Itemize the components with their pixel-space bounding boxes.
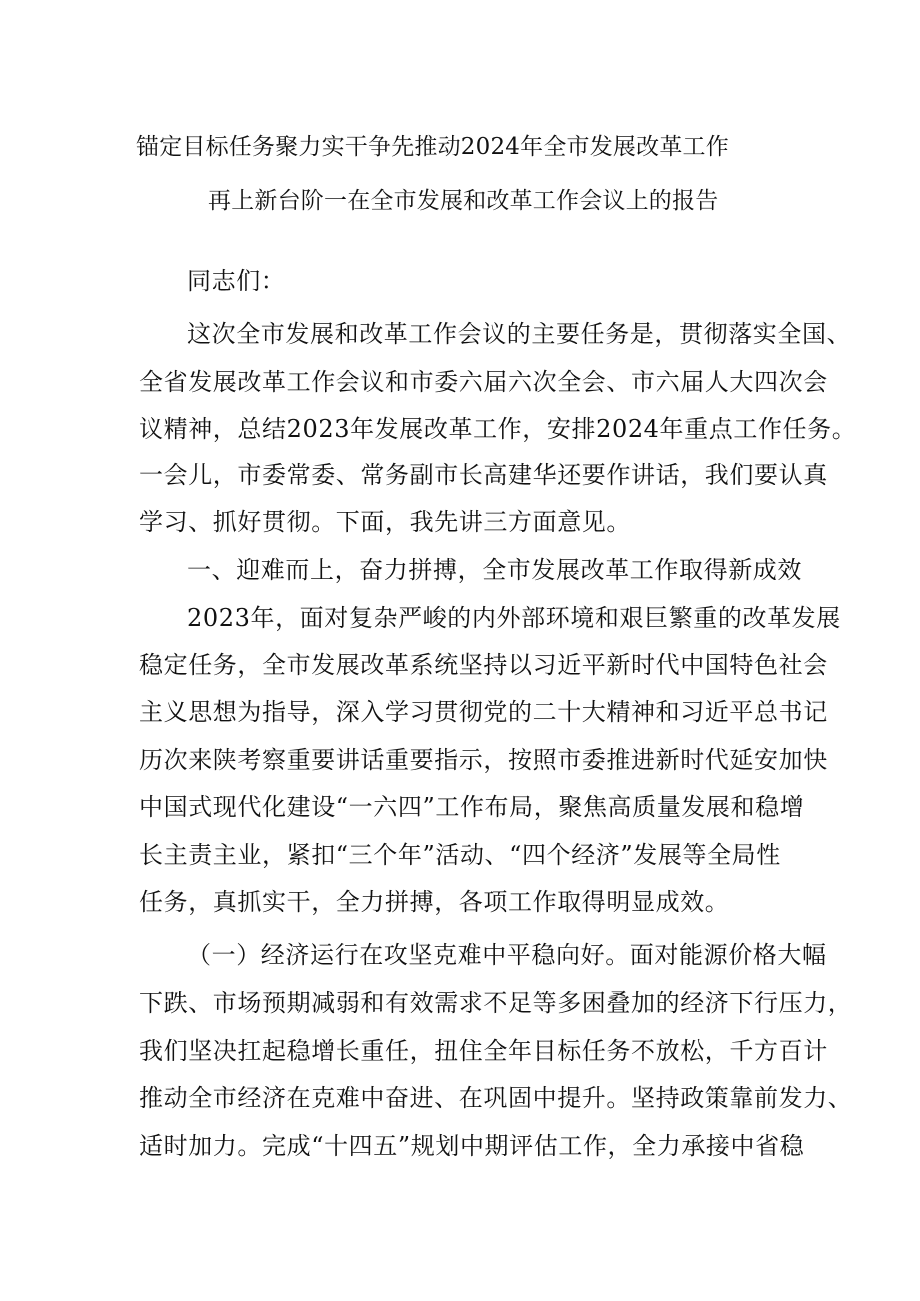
paragraph-line: 下跌、市场预期减弱和有效需求不足等多困叠加的经济下行压力，	[139, 989, 853, 1017]
paragraph-line: 全省发展改革工作会议和市委六届六次全会、市六届人大四次会	[139, 368, 828, 396]
paragraph-line: 2023年，面对复杂严峻的内外部环境和艰巨繁重的改革发展	[187, 604, 841, 632]
paragraph-line: 推动全市经济在克难中奋进、在巩固中提升。坚持政策靠前发力、	[139, 1084, 853, 1112]
paragraph-line: 稳定任务，全市发展改革系统坚持以习近平新时代中国特色社会	[139, 651, 828, 679]
paragraph-line: 这次全市发展和改革工作会议的主要任务是，贯彻落实全国、	[187, 320, 852, 348]
paragraph-line: 议精神，总结2023年发展改革工作，安排2024年重点工作任务。	[139, 415, 857, 443]
document-title-line-1: 锚定目标任务聚力实干争先推动2024年全市发展改革工作	[136, 134, 729, 160]
paragraph-line: 历次来陕考察重要讲话重要指示，按照市委推进新时代延安加快	[139, 746, 828, 774]
salutation: 同志们：	[187, 267, 286, 295]
document-title-line-2: 再上新台阶一在全市发展和改革工作会议上的报告	[208, 188, 719, 214]
paragraph-line: 一会儿，市委常委、常务副市长高建华还要作讲话，我们要认真	[139, 461, 828, 489]
paragraph-line: 我们坚决扛起稳增长重任，扭住全年目标任务不放松，千方百计	[139, 1037, 828, 1065]
subsection-line: （一）经济运行在攻坚克难中平稳向好。面对能源价格大幅	[187, 941, 827, 969]
paragraph-line: 主义思想为指导，深入学习贯彻党的二十大精神和习近平总书记	[139, 698, 828, 726]
paragraph-line: 任务，真抓实干，全力拼搏，各项工作取得明显成效。	[139, 888, 730, 916]
paragraph-line: 中国式现代化建设“一六四”工作布局，聚焦高质量发展和稳增	[139, 793, 805, 821]
paragraph-line: 学习、抓好贯彻。下面，我先讲三方面意见。	[139, 508, 631, 536]
paragraph-line: 适时加力。完成“十四五”规划中期评估工作，全力承接中省稳	[139, 1132, 805, 1160]
paragraph-line: 长主责主业，紧扣“三个年”活动、“四个经济”发展等全局性	[139, 841, 781, 869]
section-heading: 一、迎难而上，奋力拼搏，全市发展改革工作取得新成效	[187, 556, 802, 584]
